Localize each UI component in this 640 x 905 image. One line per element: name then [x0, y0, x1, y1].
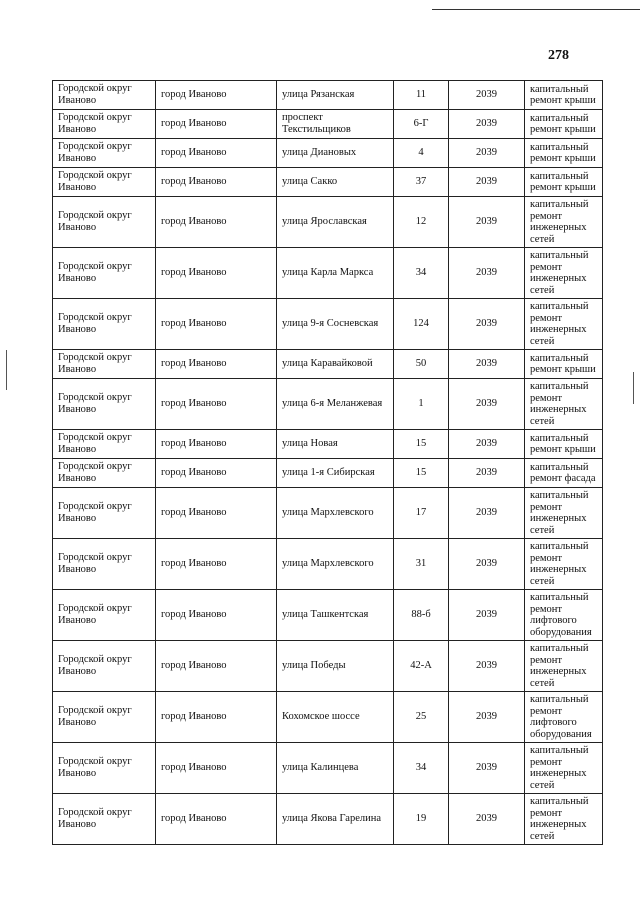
table-row	[53, 692, 603, 743]
table-row	[53, 379, 603, 430]
city-cell: город Иваново	[156, 110, 277, 139]
work-type-cell: капитальный ремонт инженерных сетей	[525, 743, 603, 794]
district-cell: Городской округ Иваново	[53, 248, 156, 299]
year-cell: 2039	[449, 794, 525, 845]
work-type-cell: капитальный ремонт крыши	[525, 168, 603, 197]
work-type-cell: капитальный ремонт инженерных сетей	[525, 197, 603, 248]
year-cell: 2039	[449, 641, 525, 692]
work-type-cell: капитальный ремонт инженерных сетей	[525, 794, 603, 845]
table-row	[53, 81, 603, 110]
street-cell: улица Карла Маркса	[277, 248, 394, 299]
street-cell: улица Диановых	[277, 139, 394, 168]
district-cell: Городской округ Иваново	[53, 168, 156, 197]
year-cell: 2039	[449, 197, 525, 248]
street-cell: улица Победы	[277, 641, 394, 692]
district-cell: Городской округ Иваново	[53, 590, 156, 641]
table-row	[53, 299, 603, 350]
table-row	[53, 641, 603, 692]
house-number-cell: 15	[394, 430, 449, 459]
street-cell: улица 9-я Сосневская	[277, 299, 394, 350]
city-cell: город Иваново	[156, 743, 277, 794]
district-cell: Городской округ Иваново	[53, 641, 156, 692]
city-cell: город Иваново	[156, 590, 277, 641]
city-cell: город Иваново	[156, 794, 277, 845]
table-row	[53, 139, 603, 168]
year-cell: 2039	[449, 459, 525, 488]
year-cell: 2039	[449, 743, 525, 794]
street-cell: улица Мархлевского	[277, 539, 394, 590]
street-cell: проспект Текстильщиков	[277, 110, 394, 139]
street-cell: улица Ярославская	[277, 197, 394, 248]
table-row	[53, 488, 603, 539]
city-cell: город Иваново	[156, 350, 277, 379]
table-row	[53, 590, 603, 641]
house-number-cell: 88-б	[394, 590, 449, 641]
street-cell: улица Ташкентская	[277, 590, 394, 641]
house-number-cell: 11	[394, 81, 449, 110]
table-row	[53, 459, 603, 488]
house-number-cell: 50	[394, 350, 449, 379]
year-cell: 2039	[449, 430, 525, 459]
table-row	[53, 430, 603, 459]
house-number-cell: 4	[394, 139, 449, 168]
year-cell: 2039	[449, 488, 525, 539]
table-row	[53, 743, 603, 794]
year-cell: 2039	[449, 168, 525, 197]
street-cell: улица 6-я Меланжевая	[277, 379, 394, 430]
city-cell: город Иваново	[156, 168, 277, 197]
year-cell: 2039	[449, 81, 525, 110]
table-row	[53, 794, 603, 845]
left-margin-mark	[6, 350, 7, 390]
year-cell: 2039	[449, 299, 525, 350]
work-type-cell: капитальный ремонт инженерных сетей	[525, 299, 603, 350]
house-number-cell: 15	[394, 459, 449, 488]
street-cell: улица Каравайковой	[277, 350, 394, 379]
table-row	[53, 197, 603, 248]
city-cell: город Иваново	[156, 248, 277, 299]
district-cell: Городской округ Иваново	[53, 488, 156, 539]
city-cell: город Иваново	[156, 379, 277, 430]
district-cell: Городской округ Иваново	[53, 459, 156, 488]
district-cell: Городской округ Иваново	[53, 430, 156, 459]
table-row	[53, 168, 603, 197]
house-number-cell: 37	[394, 168, 449, 197]
right-margin-mark	[633, 372, 634, 404]
street-cell: улица Мархлевского	[277, 488, 394, 539]
city-cell: город Иваново	[156, 197, 277, 248]
year-cell: 2039	[449, 139, 525, 168]
street-cell: улица Якова Гарелина	[277, 794, 394, 845]
district-cell: Городской округ Иваново	[53, 379, 156, 430]
street-cell: улица Рязанская	[277, 81, 394, 110]
work-type-cell: капитальный ремонт лифтового оборудования	[525, 590, 603, 641]
house-number-cell: 25	[394, 692, 449, 743]
work-type-cell: капитальный ремонт инженерных сетей	[525, 641, 603, 692]
street-cell: улица Калинцева	[277, 743, 394, 794]
work-type-cell: капитальный ремонт крыши	[525, 110, 603, 139]
house-number-cell: 42-А	[394, 641, 449, 692]
city-cell: город Иваново	[156, 488, 277, 539]
house-number-cell: 34	[394, 743, 449, 794]
table-row	[53, 350, 603, 379]
year-cell: 2039	[449, 379, 525, 430]
year-cell: 2039	[449, 350, 525, 379]
house-number-cell: 34	[394, 248, 449, 299]
district-cell: Городской округ Иваново	[53, 81, 156, 110]
house-number-cell: 31	[394, 539, 449, 590]
year-cell: 2039	[449, 590, 525, 641]
table-row	[53, 539, 603, 590]
city-cell: город Иваново	[156, 641, 277, 692]
city-cell: город Иваново	[156, 430, 277, 459]
table-row	[53, 110, 603, 139]
work-type-cell: капитальный ремонт лифтового оборудования	[525, 692, 603, 743]
work-type-cell: капитальный ремонт инженерных сетей	[525, 248, 603, 299]
work-type-cell: капитальный ремонт крыши	[525, 430, 603, 459]
street-cell: улица Новая	[277, 430, 394, 459]
street-cell: улица Сакко	[277, 168, 394, 197]
work-type-cell: капитальный ремонт инженерных сетей	[525, 539, 603, 590]
district-cell: Городской округ Иваново	[53, 110, 156, 139]
year-cell: 2039	[449, 110, 525, 139]
house-number-cell: 1	[394, 379, 449, 430]
year-cell: 2039	[449, 539, 525, 590]
work-type-cell: капитальный ремонт инженерных сетей	[525, 488, 603, 539]
house-number-cell: 6-Г	[394, 110, 449, 139]
district-cell: Городской округ Иваново	[53, 350, 156, 379]
top-rule	[432, 9, 640, 10]
city-cell: город Иваново	[156, 539, 277, 590]
house-number-cell: 124	[394, 299, 449, 350]
district-cell: Городской округ Иваново	[53, 197, 156, 248]
table-row	[53, 248, 603, 299]
work-type-cell: капитальный ремонт инженерных сетей	[525, 379, 603, 430]
house-number-cell: 19	[394, 794, 449, 845]
street-cell: Кохомское шоссе	[277, 692, 394, 743]
city-cell: город Иваново	[156, 81, 277, 110]
district-cell: Городской округ Иваново	[53, 692, 156, 743]
table-body	[53, 81, 603, 845]
street-cell: улица 1-я Сибирская	[277, 459, 394, 488]
year-cell: 2039	[449, 692, 525, 743]
district-cell: Городской округ Иваново	[53, 743, 156, 794]
district-cell: Городской округ Иваново	[53, 794, 156, 845]
city-cell: город Иваново	[156, 139, 277, 168]
work-type-cell: капитальный ремонт крыши	[525, 81, 603, 110]
city-cell: город Иваново	[156, 459, 277, 488]
work-type-cell: капитальный ремонт крыши	[525, 350, 603, 379]
page-number: 278	[548, 48, 569, 63]
city-cell: город Иваново	[156, 299, 277, 350]
district-cell: Городской округ Иваново	[53, 539, 156, 590]
district-cell: Городской округ Иваново	[53, 139, 156, 168]
work-type-cell: капитальный ремонт крыши	[525, 139, 603, 168]
house-number-cell: 17	[394, 488, 449, 539]
work-type-cell: капитальный ремонт фасада	[525, 459, 603, 488]
city-cell: город Иваново	[156, 692, 277, 743]
house-number-cell: 12	[394, 197, 449, 248]
repair-schedule-table	[52, 80, 603, 845]
district-cell: Городской округ Иваново	[53, 299, 156, 350]
year-cell: 2039	[449, 248, 525, 299]
